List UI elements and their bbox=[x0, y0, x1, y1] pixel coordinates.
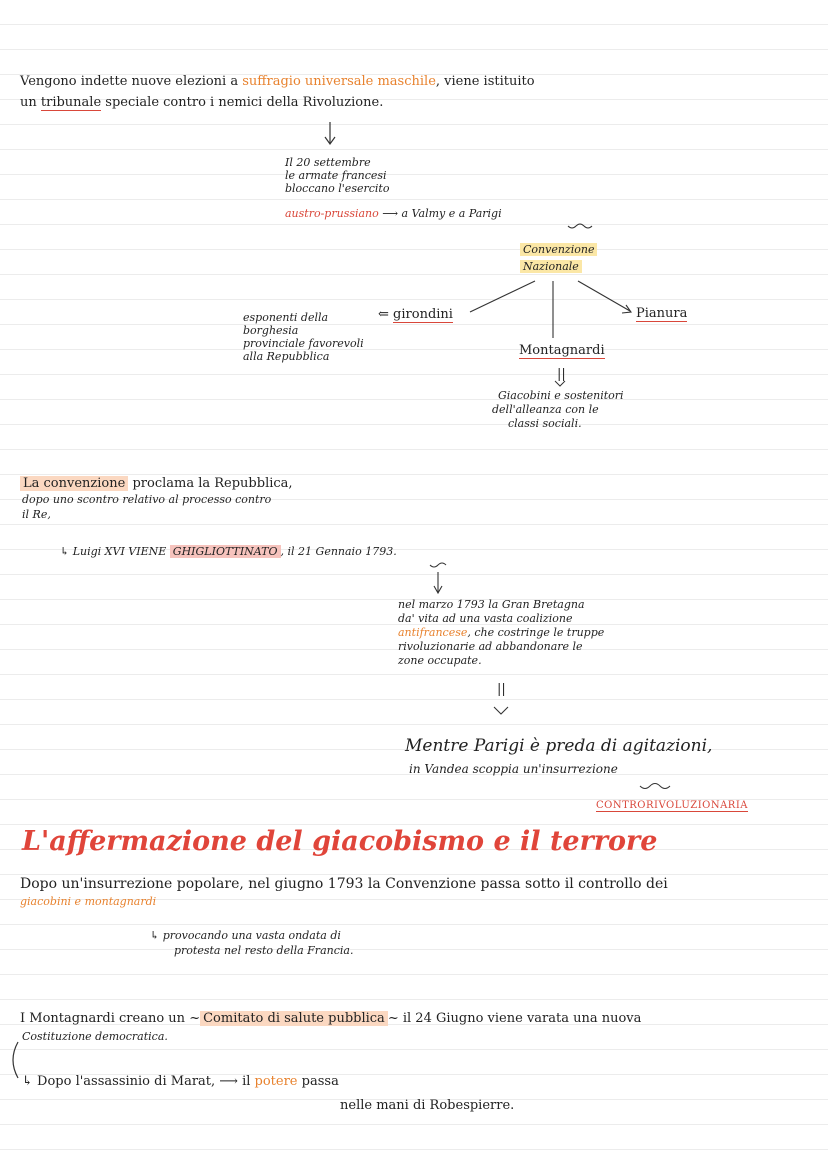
montagnardi-equals: || bbox=[557, 367, 566, 382]
coalizione-line-5: zone occupate. bbox=[398, 654, 482, 667]
girondini-desc-4: alla Repubblica bbox=[243, 350, 330, 363]
convenzione-label-2: Nazionale bbox=[520, 261, 582, 273]
section-title: L'affermazione del giacobismo e il terrore bbox=[22, 826, 658, 857]
section-p1-sub-2: protesta nel resto della Francia. bbox=[174, 944, 354, 957]
section-p3-line-2: nelle mani di Robespierre. bbox=[340, 1098, 515, 1113]
giacobini-highlight: giacobini e montagnardi bbox=[20, 895, 157, 908]
right-arrow-icon: ⟶ bbox=[382, 207, 399, 220]
girondini-desc-1: esponenti della bbox=[243, 311, 329, 324]
intro-text-rest: speciale contro i nemici della Rivoluzione. bbox=[105, 95, 384, 110]
valmy-line-2: le armate francesi bbox=[285, 169, 387, 182]
luigi-date: , il 21 Gennaio 1793. bbox=[280, 545, 397, 558]
valmy-location: a Valmy e a Parigi bbox=[401, 207, 502, 220]
ghigliottinato-highlight: GHIGLIOTTINATO bbox=[170, 545, 281, 558]
pianura-label: Pianura bbox=[636, 306, 688, 321]
intro-text-end: , viene istituito bbox=[435, 74, 535, 89]
montagnardi-desc-1: Giacobini e sostenitori bbox=[498, 389, 624, 402]
section-p2-line-2: Costituzione democratica. bbox=[22, 1030, 168, 1043]
repubblica-line-3: il Re, bbox=[22, 508, 51, 521]
tilde-icon: ~ bbox=[189, 1011, 201, 1026]
montagnardi-label: Montagnardi bbox=[519, 343, 605, 358]
coalizione-text: , che costringe le truppe bbox=[467, 626, 605, 639]
montagnardi-desc-2: dell'alleanza con le bbox=[492, 403, 599, 416]
marat-text: Dopo l'assassinio di Marat, bbox=[37, 1074, 216, 1089]
montagnardi-text: I Montagnardi creano un bbox=[20, 1011, 186, 1026]
section-p1-sub-1: ↳ provocando una vasta ondata di bbox=[150, 929, 341, 942]
vandea-line-2: in Vandea scoppia un'insurrezione bbox=[409, 762, 618, 776]
section-p3-line-1: ↳ Dopo l'assassinio di Marat, ⟶ il potere passa bbox=[22, 1074, 339, 1089]
convenzione-label-1: Convenzione bbox=[520, 244, 597, 256]
coalizione-line-4: rivoluzionarie ad abbandonare le bbox=[398, 640, 583, 653]
austro-prussiano-highlight: austro-prussiano bbox=[285, 207, 379, 220]
girondini-desc-3: provinciale favorevoli bbox=[243, 337, 364, 350]
double-left-arrow-icon: ⇐ bbox=[378, 307, 389, 322]
intro-text: un bbox=[20, 95, 37, 110]
girondini-label: girondini bbox=[393, 307, 453, 322]
potere-highlight: potere bbox=[254, 1074, 298, 1089]
girondini-desc-2: borghesia bbox=[243, 324, 299, 337]
tribunale-underlined: tribunale bbox=[40, 95, 102, 110]
valmy-line-1: Il 20 settembre bbox=[285, 156, 371, 169]
right-arrow-icon: ⟶ bbox=[219, 1074, 238, 1089]
repubblica-text: proclama la Repubblica, bbox=[132, 476, 293, 491]
right-arrow-icon: ↳ bbox=[150, 929, 160, 942]
luigi-text: Luigi XVI VIENE bbox=[72, 545, 167, 558]
suffragio-highlight: suffragio universale maschile bbox=[242, 74, 436, 89]
right-arrow-icon: ↳ bbox=[60, 545, 70, 558]
coalizione-equals: || bbox=[497, 682, 506, 697]
costituzione-text: il 24 Giugno viene varata una nuova bbox=[402, 1011, 642, 1026]
coalizione-line-2: da' vita ad una vasta coalizione bbox=[398, 612, 573, 625]
comitato-highlight: Comitato di salute pubblica bbox=[200, 1011, 388, 1026]
convenzione-highlight: La convenzione bbox=[20, 476, 128, 491]
antifrancese-highlight: antifrancese bbox=[398, 626, 468, 639]
tilde-icon: ~ bbox=[387, 1011, 399, 1026]
repubblica-line-2: dopo uno scontro relativo al processo contro bbox=[22, 493, 272, 506]
coalizione-line-1: nel marzo 1793 la Gran Bretagna bbox=[398, 598, 585, 611]
valmy-line-3: bloccano l'esercito bbox=[285, 182, 390, 195]
intro-text: Vengono indette nuove elezioni a bbox=[20, 74, 239, 89]
right-arrow-icon: ↳ bbox=[22, 1074, 33, 1089]
controrivoluzionaria-highlight: CONTRORIVOLUZIONARIA bbox=[596, 800, 749, 811]
vandea-line-1: Mentre Parigi è preda di agitazioni, bbox=[405, 736, 713, 756]
section-p1-line-1: Dopo un'insurrezione popolare, nel giugno 1793 la Convenzione passa sotto il controllo dei bbox=[20, 876, 668, 892]
montagnardi-desc-3: classi sociali. bbox=[508, 417, 582, 430]
